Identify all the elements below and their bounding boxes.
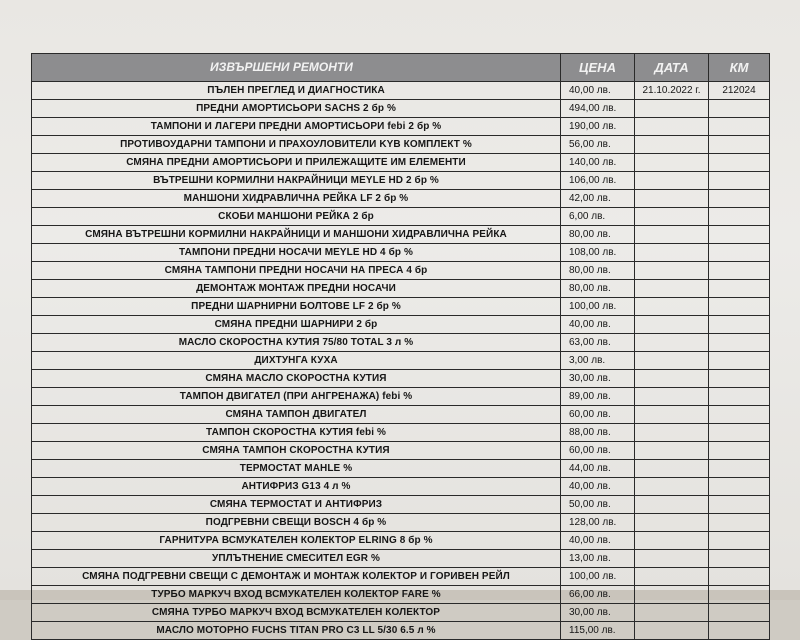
table-row	[32, 550, 770, 568]
repair-date: 21.10.2022 г.	[635, 82, 709, 100]
repair-date	[635, 586, 709, 604]
repair-description: МАСЛО МОТОРНО FUCHS TITAN PRO C3 LL 5/30 6.5 л %	[32, 622, 561, 640]
table-row	[32, 334, 770, 352]
repair-description: ТАМПОНИ ПРЕДНИ НОСАЧИ MEYLE HD 4 бр %	[32, 244, 561, 262]
repair-km	[709, 388, 770, 406]
repair-date	[635, 478, 709, 496]
repair-km	[709, 478, 770, 496]
repair-price: 63,00 лв.	[561, 334, 635, 352]
repair-description: ДИХТУНГА КУХА	[32, 352, 561, 370]
repair-price: 140,00 лв.	[561, 154, 635, 172]
repair-description: ПРЕДНИ АМОРТИСЬОРИ SACHS 2 бр %	[32, 100, 561, 118]
table-row	[32, 298, 770, 316]
table-row	[32, 568, 770, 586]
repair-price: 44,00 лв.	[561, 460, 635, 478]
repair-date	[635, 352, 709, 370]
repair-km	[709, 136, 770, 154]
repair-km	[709, 424, 770, 442]
repair-price: 115,00 лв.	[561, 622, 635, 640]
repair-price: 89,00 лв.	[561, 388, 635, 406]
repair-km	[709, 586, 770, 604]
repair-date	[635, 532, 709, 550]
repair-description: ТУРБО МАРКУЧ ВХОД ВСМУКАТЕЛЕН КОЛЕКТОР FARE %	[32, 586, 561, 604]
repair-price: 88,00 лв.	[561, 424, 635, 442]
repair-description: УПЛЪТНЕНИЕ СМЕСИТЕЛ EGR %	[32, 550, 561, 568]
repair-date	[635, 136, 709, 154]
header-km: КМ	[709, 54, 770, 82]
repair-date	[635, 370, 709, 388]
repair-description: СМЯНА ТУРБО МАРКУЧ ВХОД ВСМУКАТЕЛЕН КОЛЕКТОР	[32, 604, 561, 622]
repair-price: 30,00 лв.	[561, 604, 635, 622]
repair-km	[709, 208, 770, 226]
table-header-row	[32, 54, 770, 82]
repair-description: ТАМПОНИ И ЛАГЕРИ ПРЕДНИ АМОРТИСЬОРИ febi 2 бр %	[32, 118, 561, 136]
table-row	[32, 622, 770, 640]
table-row	[32, 190, 770, 208]
repair-description: СМЯНА ТАМПОНИ ПРЕДНИ НОСАЧИ НА ПРЕСА 4 бр	[32, 262, 561, 280]
repair-price: 3,00 лв.	[561, 352, 635, 370]
repair-date	[635, 244, 709, 262]
repair-date	[635, 460, 709, 478]
repair-price: 100,00 лв.	[561, 298, 635, 316]
table-body	[32, 82, 770, 640]
repair-km	[709, 532, 770, 550]
repair-km: 212024	[709, 82, 770, 100]
repair-price: 80,00 лв.	[561, 226, 635, 244]
table-row	[32, 532, 770, 550]
repair-description: ПРОТИВОУДАРНИ ТАМПОНИ И ПРАХОУЛОВИТЕЛИ KYB КОМПЛЕКТ %	[32, 136, 561, 154]
repair-km	[709, 352, 770, 370]
repair-description: ТЕРМОСТАТ MAHLE %	[32, 460, 561, 478]
repair-price: 60,00 лв.	[561, 442, 635, 460]
header-repairs: ИЗВЪРШЕНИ РЕМОНТИ	[32, 54, 561, 82]
table-row	[32, 208, 770, 226]
repair-km	[709, 298, 770, 316]
repair-price: 6,00 лв.	[561, 208, 635, 226]
repair-price: 40,00 лв.	[561, 532, 635, 550]
repair-price: 190,00 лв.	[561, 118, 635, 136]
repair-km	[709, 118, 770, 136]
repair-description: СМЯНА ВЪТРЕШНИ КОРМИЛНИ НАКРАЙНИЦИ И МАНШОНИ ХИДРАВЛИЧНА РЕЙКА	[32, 226, 561, 244]
repair-km	[709, 406, 770, 424]
table-row	[32, 244, 770, 262]
repair-date	[635, 424, 709, 442]
table-row	[32, 370, 770, 388]
repair-date	[635, 406, 709, 424]
repair-date	[635, 190, 709, 208]
repair-description: ДЕМОНТАЖ МОНТАЖ ПРЕДНИ НОСАЧИ	[32, 280, 561, 298]
table-row	[32, 496, 770, 514]
repair-km	[709, 190, 770, 208]
repair-km	[709, 262, 770, 280]
repair-km	[709, 460, 770, 478]
table-row	[32, 316, 770, 334]
repair-km	[709, 622, 770, 640]
repair-km	[709, 568, 770, 586]
repair-description: ТАМПОН ДВИГАТЕЛ (ПРИ АНГРЕНАЖА) febi %	[32, 388, 561, 406]
table-row	[32, 604, 770, 622]
table-row	[32, 406, 770, 424]
repair-description: СМЯНА ПРЕДНИ АМОРТИСЬОРИ И ПРИЛЕЖАЩИТЕ ИМ ЕЛЕМЕНТИ	[32, 154, 561, 172]
repair-price: 60,00 лв.	[561, 406, 635, 424]
repair-price: 108,00 лв.	[561, 244, 635, 262]
repair-price: 40,00 лв.	[561, 316, 635, 334]
repair-description: ТАМПОН СКОРОСТНА КУТИЯ febi %	[32, 424, 561, 442]
repair-description: СМЯНА ПОДГРЕВНИ СВЕЩИ С ДЕМОНТАЖ И МОНТАЖ КОЛЕКТОР И ГОРИВЕН РЕЙЛ	[32, 568, 561, 586]
repair-description: ПРЕДНИ ШАРНИРНИ БОЛТОВЕ LF 2 бр %	[32, 298, 561, 316]
table-row	[32, 154, 770, 172]
repair-km	[709, 604, 770, 622]
repair-km	[709, 370, 770, 388]
repair-date	[635, 604, 709, 622]
table-row	[32, 136, 770, 154]
repair-date	[635, 316, 709, 334]
repair-price: 80,00 лв.	[561, 280, 635, 298]
header-date: ДАТА	[635, 54, 709, 82]
repair-km	[709, 496, 770, 514]
repair-description: ПЪЛЕН ПРЕГЛЕД И ДИАГНОСТИКА	[32, 82, 561, 100]
table-row	[32, 442, 770, 460]
repair-price: 56,00 лв.	[561, 136, 635, 154]
repair-date	[635, 622, 709, 640]
table-row	[32, 118, 770, 136]
table-row	[32, 100, 770, 118]
repair-description: МАСЛО СКОРОСТНА КУТИЯ 75/80 TOTAL 3 л %	[32, 334, 561, 352]
table-row	[32, 352, 770, 370]
repair-date	[635, 100, 709, 118]
table-row	[32, 226, 770, 244]
repair-date	[635, 514, 709, 532]
repair-description: АНТИФРИЗ G13 4 л %	[32, 478, 561, 496]
repair-price: 128,00 лв.	[561, 514, 635, 532]
repair-price: 30,00 лв.	[561, 370, 635, 388]
repair-km	[709, 280, 770, 298]
repair-description: СМЯНА МАСЛО СКОРОСТНА КУТИЯ	[32, 370, 561, 388]
repair-price: 100,00 лв.	[561, 568, 635, 586]
repairs-table	[31, 53, 770, 640]
table-row	[32, 280, 770, 298]
repair-price: 494,00 лв.	[561, 100, 635, 118]
repair-km	[709, 550, 770, 568]
repair-km	[709, 100, 770, 118]
repair-description: СМЯНА ТАМПОН СКОРОСТНА КУТИЯ	[32, 442, 561, 460]
repair-date	[635, 280, 709, 298]
repair-date	[635, 118, 709, 136]
repair-km	[709, 154, 770, 172]
repair-description: ПОДГРЕВНИ СВЕЩИ BOSCH 4 бр %	[32, 514, 561, 532]
repair-date	[635, 298, 709, 316]
table-row	[32, 514, 770, 532]
table-row	[32, 460, 770, 478]
repair-price: 40,00 лв.	[561, 478, 635, 496]
repair-date	[635, 496, 709, 514]
repair-date	[635, 172, 709, 190]
repair-date	[635, 208, 709, 226]
table-row	[32, 262, 770, 280]
table-row	[32, 172, 770, 190]
repair-description: ГАРНИТУРА ВСМУКАТЕЛЕН КОЛЕКТОР ELRING 8 бр %	[32, 532, 561, 550]
repair-price: 13,00 лв.	[561, 550, 635, 568]
repair-description: СМЯНА ТЕРМОСТАТ И АНТИФРИЗ	[32, 496, 561, 514]
repair-price: 80,00 лв.	[561, 262, 635, 280]
repair-date	[635, 334, 709, 352]
repair-price: 50,00 лв.	[561, 496, 635, 514]
table-row	[32, 478, 770, 496]
repair-km	[709, 514, 770, 532]
repair-km	[709, 334, 770, 352]
repair-date	[635, 442, 709, 460]
repair-date	[635, 568, 709, 586]
repair-km	[709, 316, 770, 334]
table-row	[32, 424, 770, 442]
table-row	[32, 586, 770, 604]
repair-description: ВЪТРЕШНИ КОРМИЛНИ НАКРАЙНИЦИ MEYLE HD 2 бр %	[32, 172, 561, 190]
repair-description: МАНШОНИ ХИДРАВЛИЧНА РЕЙКА LF 2 бр %	[32, 190, 561, 208]
repair-description: СМЯНА ТАМПОН ДВИГАТЕЛ	[32, 406, 561, 424]
table-row	[32, 82, 770, 100]
repair-date	[635, 388, 709, 406]
repair-date	[635, 226, 709, 244]
repair-description: СКОБИ МАНШОНИ РЕЙКА 2 бр	[32, 208, 561, 226]
repair-km	[709, 442, 770, 460]
repair-description: СМЯНА ПРЕДНИ ШАРНИРИ 2 бр	[32, 316, 561, 334]
repair-km	[709, 244, 770, 262]
table-row	[32, 388, 770, 406]
repair-price: 40,00 лв.	[561, 82, 635, 100]
header-price: ЦЕНА	[561, 54, 635, 82]
repair-km	[709, 172, 770, 190]
repair-date	[635, 262, 709, 280]
repair-km	[709, 226, 770, 244]
repair-date	[635, 550, 709, 568]
repair-date	[635, 154, 709, 172]
repair-price: 106,00 лв.	[561, 172, 635, 190]
repair-price: 66,00 лв.	[561, 586, 635, 604]
repair-price: 42,00 лв.	[561, 190, 635, 208]
